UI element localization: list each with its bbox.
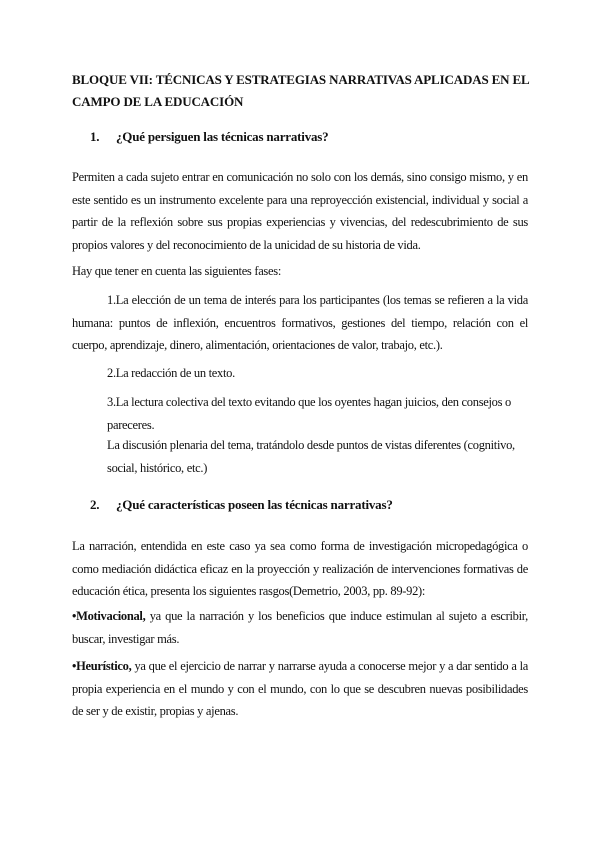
section-number: 1.: [90, 129, 100, 144]
document-title: BLOQUE VII: TÉCNICAS Y ESTRATEGIAS NARRATIVAS APLICADAS EN EL CAMPO DE LA EDUCACIÓN: [72, 72, 529, 109]
section1-intro-paragraph: Permiten a cada sujeto entrar en comunicación no solo con los demás, sino consigo mismo, y en este sentido es un instrumento excelente para una reproyección existencial, individual y social a partir de la reflexión sobre sus propias experiencias y vivencias, del redescubrimiento de sus propios valores y del reconocimiento de la unicidad de su historia de vida.: [72, 170, 528, 252]
trait-name: •Motivacional,: [72, 609, 146, 623]
phase-item-2: 2.La redacción de un texto.: [107, 366, 235, 380]
section-number: 2.: [90, 497, 100, 512]
phase-item-4: La discusión plenaria del tema, tratándolo desde puntos de vistas diferentes (cognitivo, social, histórico, etc.): [107, 438, 515, 475]
trait-paragraph-motivacional: [72, 605, 528, 650]
trait-text: ya que la narración y los beneficios que induce estimulan al sujeto a escribir, buscar, investigar más.: [72, 609, 528, 646]
trait-name: •Heurístico,: [72, 659, 132, 673]
phase-item-3: 3.La lectura colectiva del texto evitando que los oyentes hagan juicios, den consejos o pareceres.: [107, 395, 511, 432]
section2-intro-paragraph: La narración, entendida en este caso ya sea como forma de investigación micropedagógica o como mediación didáctica eficaz en la proyección y realización de intervenciones formativas de educación ética, presenta los siguientes rasgos(Demetrio, 2003, pp. 89-92):: [72, 539, 528, 598]
section-heading-2: [90, 496, 393, 514]
phase-item-1: 1.La elección de un tema de interés para los participantes (los temas se refieren a la vida humana: puntos de inflexión, encuentros formativos, gestiones del tiempo, relación con el cuerpo, aprendizaje, dinero, alimentación, orientaciones de valor, trabajo, etc.).: [72, 293, 528, 352]
phases-intro-paragraph: Hay que tener en cuenta las siguientes fases:: [72, 264, 281, 278]
trait-text: ya que el ejercicio de narrar y narrarse ayuda a conocerse mejor y a dar sentido a la propia experiencia en el mundo y con el mundo, con lo que se descubren nuevas posibilidades de ser y de existir, propias y ajenas.: [72, 659, 528, 718]
section-heading-text: ¿Qué características poseen las técnicas narrativas?: [116, 497, 393, 512]
section-heading-1: [90, 128, 328, 146]
section-heading-text: ¿Qué persiguen las técnicas narrativas?: [116, 129, 329, 144]
trait-paragraph-heuristico: [72, 655, 528, 723]
